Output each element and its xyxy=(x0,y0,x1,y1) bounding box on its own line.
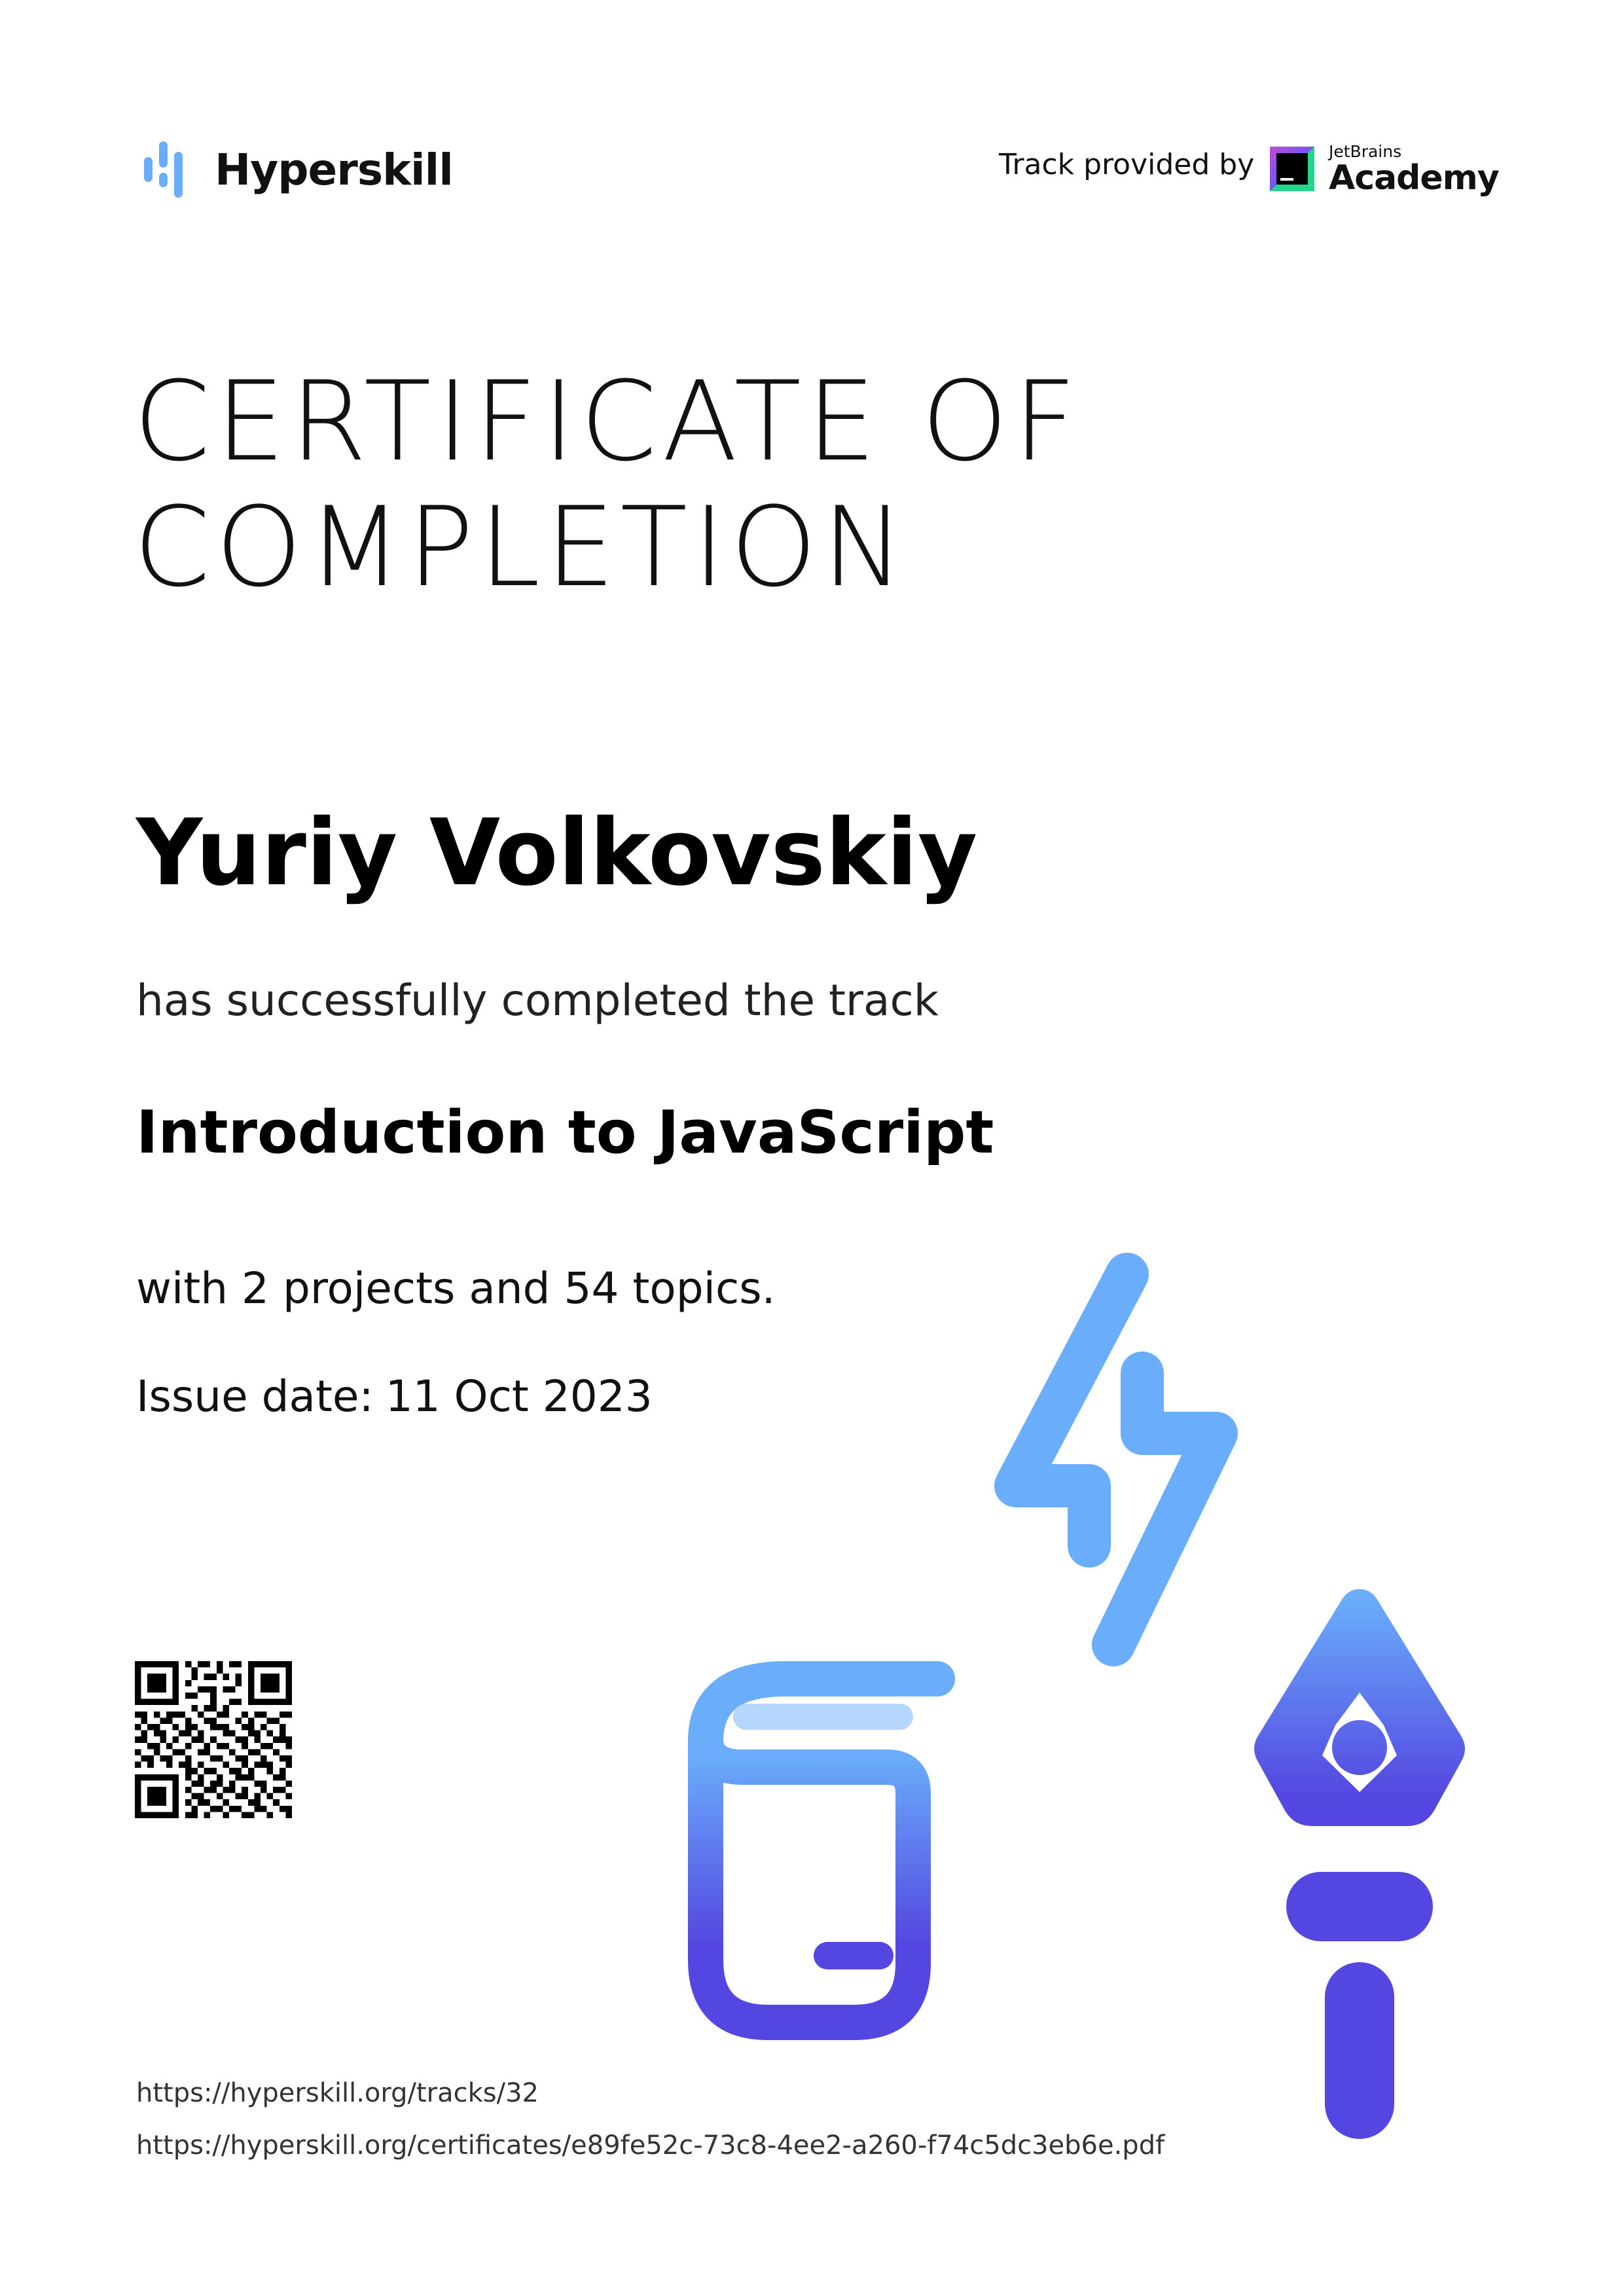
track-summary: with 2 projects and 54 topics. xyxy=(136,1263,776,1314)
track-provided-by: Track provided by xyxy=(999,148,1255,181)
track-url[interactable]: https://hyperskill.org/tracks/32 xyxy=(136,2078,539,2108)
academy-label: Academy xyxy=(1329,158,1499,198)
issue-date-value: 11 Oct 2023 xyxy=(385,1371,653,1422)
title-line-2: COMPLETION xyxy=(134,483,910,611)
hyperskill-logo-icon xyxy=(143,140,195,199)
jetbrains-label: JetBrains xyxy=(1329,141,1402,161)
pen-nib-icon xyxy=(1254,1589,1465,2139)
title-line-1: CERTIFICATE OF xyxy=(134,357,1082,486)
recipient-name: Yuriy Volkovskiy xyxy=(136,800,978,906)
jetbrains-logo-icon xyxy=(1270,147,1314,191)
completion-statement: has successfully completed the track xyxy=(136,975,939,1026)
jetbrains-academy-brand xyxy=(1270,141,1499,198)
book-icon xyxy=(706,1679,937,2022)
qr-code-icon xyxy=(135,1661,292,1818)
track-name: Introduction to JavaScript xyxy=(136,1098,994,1167)
hyperskill-brand xyxy=(143,140,453,199)
issue-date xyxy=(136,1371,653,1422)
issue-date-label: Issue date: xyxy=(136,1371,374,1422)
certificate-title xyxy=(134,359,1082,610)
brand-name: Hyperskill xyxy=(215,144,453,195)
lightning-icon xyxy=(1016,1274,1216,1645)
certificate-url[interactable]: https://hyperskill.org/certificates/e89fe52c-73c8-4ee2-a260-f74c5dc3eb6e.pdf xyxy=(136,2130,1165,2161)
